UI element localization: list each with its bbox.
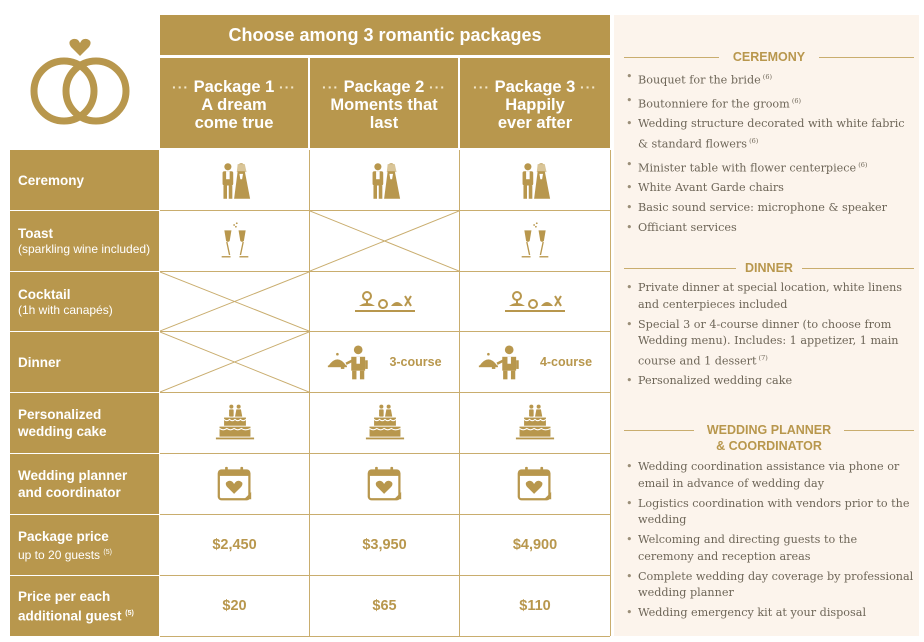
list-item (624, 157, 914, 177)
list-item (624, 569, 914, 602)
list-item-text: Wedding emergency kit at your disposal (638, 606, 867, 619)
champagne-glasses-icon (519, 220, 551, 262)
toast-label: Toast (18, 226, 54, 241)
dinner-label: Dinner (18, 354, 61, 370)
dinner-p3 (460, 332, 610, 392)
list-item-text: Welcoming and directing guests to the ceremony and reception areas (638, 533, 858, 563)
package-2-header (310, 58, 458, 148)
waiter-icon (478, 344, 530, 380)
price-value: $2,450 (212, 537, 257, 553)
dots-decoration: ··· (473, 79, 491, 95)
canapes-icon (501, 288, 569, 316)
row-label-ceremony (10, 150, 159, 210)
cocktail-p3 (460, 272, 610, 331)
dinner-course-p3: 4-course (539, 355, 593, 369)
list-item (624, 459, 914, 492)
list-item-text: Wedding structure decorated with white fabric & standard flowers (638, 117, 905, 151)
list-item-text: White Avant Garde chairs (638, 181, 784, 195)
waiter-icon (327, 344, 379, 380)
list-item (624, 317, 914, 370)
price-value: $4,900 (512, 537, 558, 553)
not-included-cross (160, 332, 309, 392)
package-3-name: Package 3 (494, 78, 576, 96)
dinner-list (624, 280, 914, 393)
cocktail-sublabel: (1h with canapés) (18, 302, 113, 317)
bride-groom-icon (369, 160, 401, 202)
canapes-icon (351, 288, 419, 316)
footnote-ref: (5) (125, 609, 134, 617)
row-label-cocktail (10, 272, 159, 331)
row-label-package-price (10, 515, 159, 575)
planner-p1 (160, 454, 309, 514)
planner-p2 (310, 454, 459, 514)
package-2-subtitle: Moments that last (330, 96, 438, 132)
list-item (624, 200, 914, 217)
footnote-ref: (7) (756, 353, 768, 362)
package-price-p3 (460, 515, 610, 575)
dinner-title-text: DINNER (745, 261, 793, 275)
row-label-extra-guest (10, 576, 159, 636)
row-label-cake (10, 393, 159, 453)
row-label-planner (10, 454, 159, 514)
ceremony-section-title (624, 49, 914, 65)
package-price-p1 (160, 515, 309, 575)
price-value: $3,950 (362, 537, 407, 553)
cake-p3 (460, 393, 610, 453)
calendar-heart-icon (217, 466, 253, 502)
package-1-subtitle: A dream come true (194, 96, 274, 132)
ceremony-p3 (460, 151, 610, 210)
row-label-toast (10, 211, 159, 271)
row-label-dinner (10, 332, 159, 392)
ceremony-p2 (310, 151, 459, 210)
list-item (624, 93, 914, 113)
package-2-name: Package 2 (343, 78, 425, 96)
cake-label: Personalized wedding cake (18, 407, 107, 439)
price-value: $110 (519, 598, 551, 614)
heart-icon (69, 39, 90, 56)
extra-guest-p1 (160, 576, 309, 636)
planner-section-title (624, 422, 914, 454)
footnote-ref: (6) (789, 96, 802, 105)
list-item-text: Minister table with flower centerpiece (638, 161, 857, 175)
list-item-text: Wedding coordination assistance via phone or email in advance of wedding day (638, 460, 900, 490)
toast-p1 (160, 211, 309, 271)
details-panel (614, 15, 919, 636)
extra-guest-p2 (310, 576, 459, 636)
dinner-section-title (624, 260, 914, 276)
planner-label: Wedding planner and coordinator (18, 468, 128, 500)
bride-groom-icon (219, 160, 251, 202)
list-item-text: Private dinner at special location, white linens and centerpieces included (638, 281, 903, 311)
planner-p3 (460, 454, 610, 514)
package-price-sublabel: up to 20 guests (18, 547, 101, 562)
price-value: $20 (222, 598, 247, 614)
list-item-text: Officiant services (638, 221, 737, 235)
extra-guest-label: Price per each additional guest (18, 588, 122, 624)
list-item (624, 496, 914, 529)
package-1-header (160, 58, 308, 148)
banner-title: Choose among 3 romantic packages (228, 24, 542, 45)
ceremony-label: Ceremony (18, 172, 85, 188)
list-item (624, 180, 914, 197)
footnote-ref: (6) (856, 160, 868, 169)
packages-banner (160, 15, 610, 55)
ceremony-p1 (160, 151, 309, 210)
list-item-text: Personalized wedding cake (638, 374, 793, 388)
ceremony-list (624, 69, 914, 240)
planner-title-line1: WEDDING PLANNER (706, 423, 832, 437)
package-price-label: Package price (18, 528, 109, 544)
list-item (624, 605, 914, 622)
dinner-p2 (310, 332, 459, 392)
dots-decoration: ··· (322, 79, 340, 95)
list-item-text: Basic sound service: microphone & speaker (638, 201, 887, 215)
toast-p3 (460, 211, 610, 271)
champagne-glasses-icon (219, 220, 251, 262)
wedding-cake-icon (215, 402, 255, 444)
cocktail-label: Cocktail (18, 286, 71, 302)
dots-decoration: ··· (278, 79, 296, 95)
package-1-name: Package 1 (193, 78, 275, 96)
footnote-ref: (6) (747, 136, 759, 145)
cake-p2 (310, 393, 459, 453)
ceremony-title-text: CEREMONY (732, 50, 806, 64)
list-item (624, 220, 914, 237)
bride-groom-icon (519, 160, 551, 202)
list-item (624, 280, 914, 313)
list-item (624, 69, 914, 89)
not-included-cross (160, 272, 309, 331)
price-value: $65 (372, 598, 397, 614)
dots-decoration: ··· (172, 79, 190, 95)
list-item-text: Logistics coordination with vendors prior to the wedding (638, 496, 910, 526)
wedding-cake-icon (365, 402, 405, 444)
not-included-cross (310, 211, 459, 271)
list-item-text: Boutonniere for the groom (638, 97, 790, 111)
wedding-cake-icon (515, 402, 555, 444)
dinner-course-p2: 3-course (389, 355, 442, 369)
list-item-text: Bouquet for the bride (638, 73, 761, 87)
footnote-ref: (5) (103, 548, 112, 556)
list-item (624, 532, 914, 565)
list-item-text: Special 3 or 4-course dinner (to choose from Wedding menu). Includes: 1 appetizer, 1 main course and 1 dessert (638, 317, 899, 368)
calendar-heart-icon (367, 466, 403, 502)
dots-decoration: ··· (428, 79, 446, 95)
calendar-heart-icon (517, 466, 553, 502)
package-3-header (460, 58, 610, 148)
toast-sublabel: (sparkling wine included) (18, 242, 151, 256)
planner-title-line2: & COORDINATOR (716, 439, 822, 453)
cocktail-p2 (310, 272, 459, 331)
planner-list (624, 459, 914, 625)
footnote-ref: (6) (760, 73, 773, 81)
list-item-text: Complete wedding day coverage by professional wedding planner (638, 569, 914, 599)
package-3-subtitle: Happily ever after (497, 96, 573, 132)
list-item (624, 116, 914, 153)
list-item (624, 373, 914, 390)
dots-decoration: ··· (579, 79, 597, 95)
extra-guest-p3 (460, 576, 610, 636)
cake-p1 (160, 393, 309, 453)
wedding-rings-logo (24, 36, 136, 126)
package-price-p2 (310, 515, 459, 575)
